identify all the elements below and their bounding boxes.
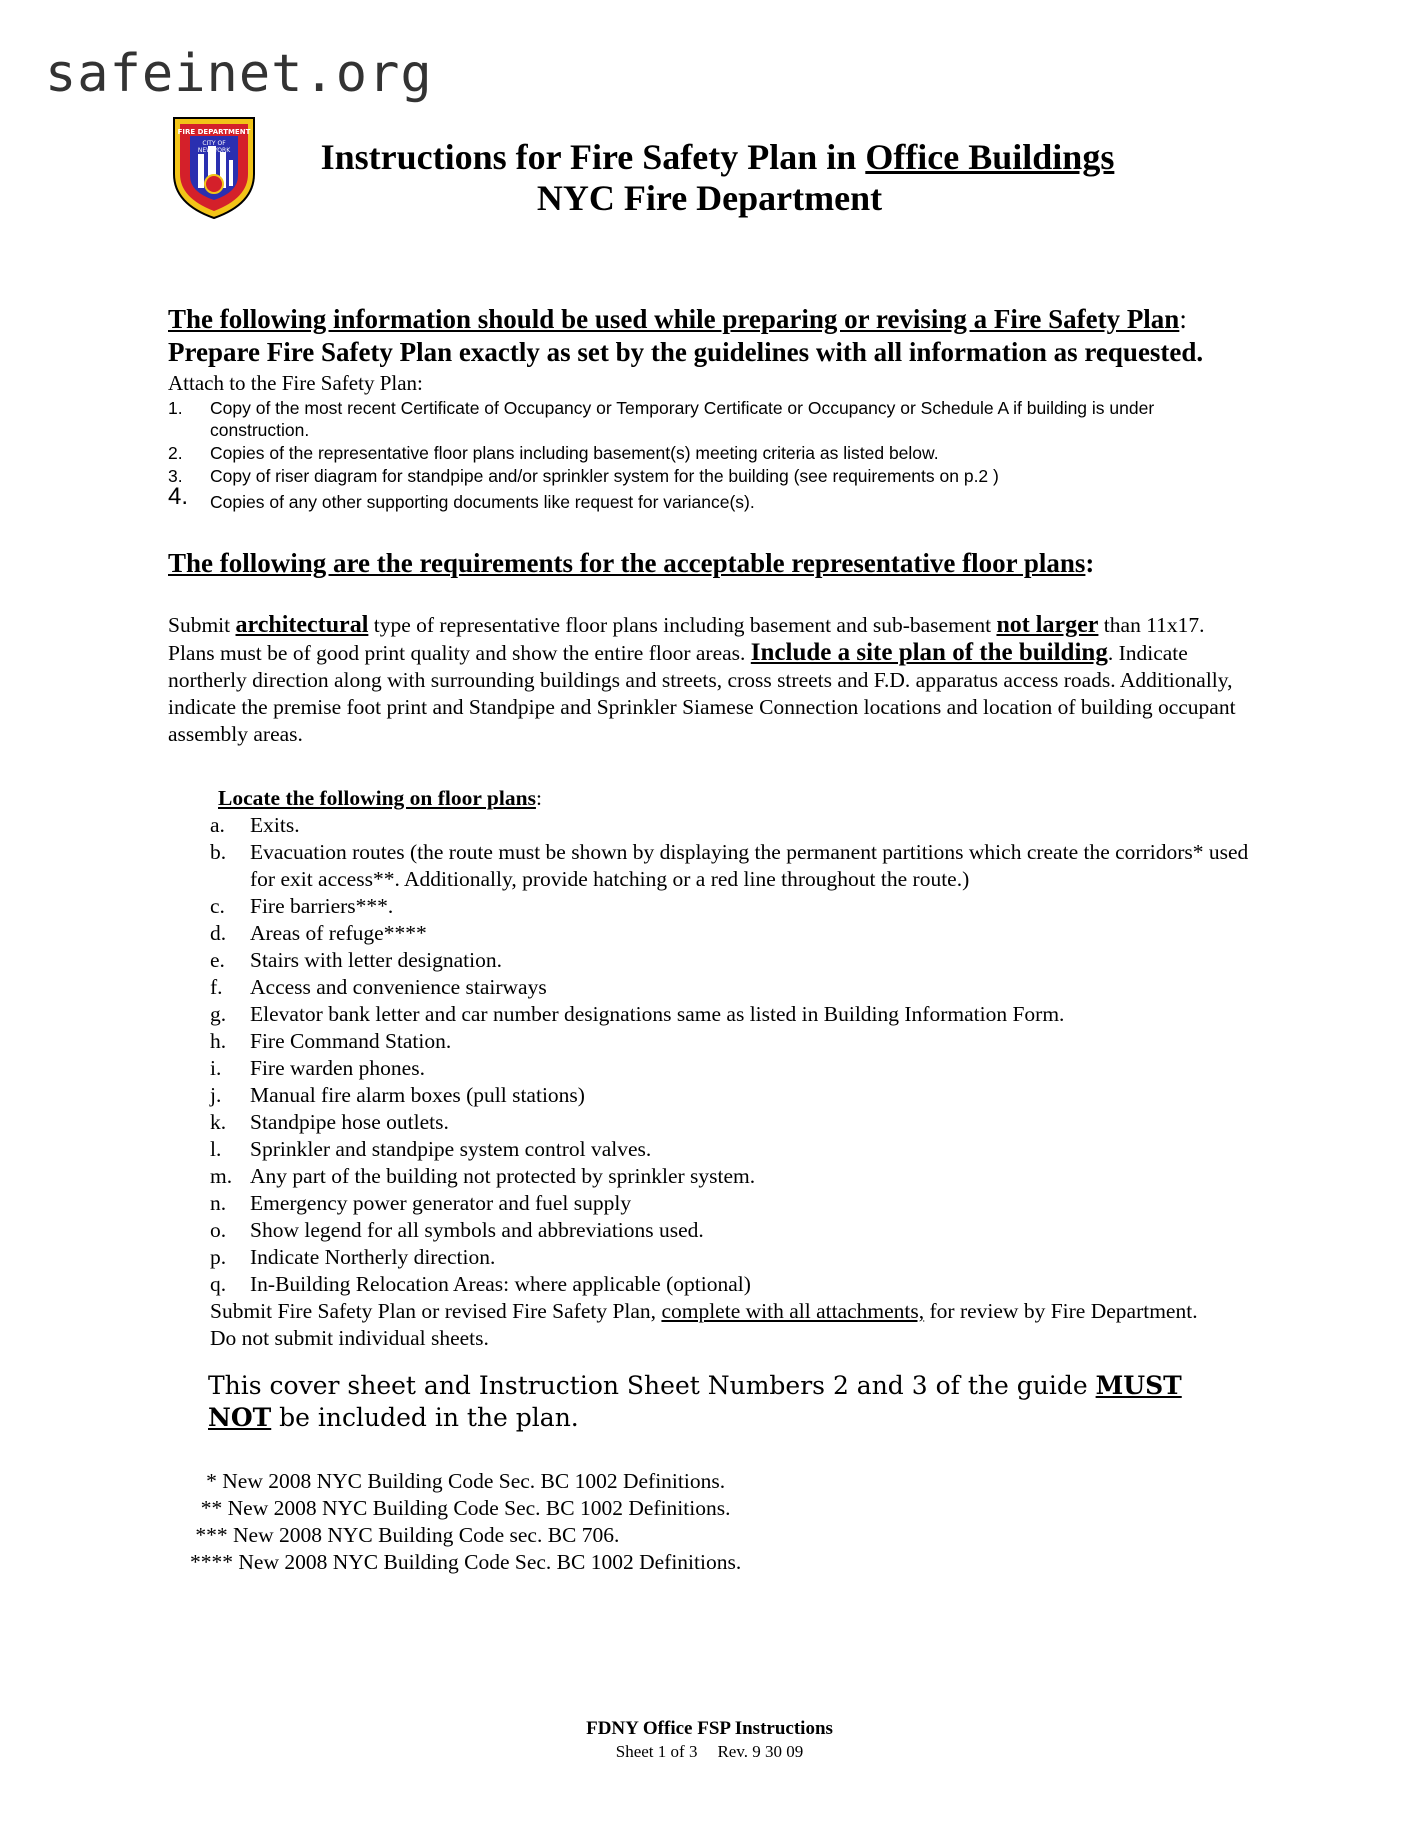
para-mid2: than 11x17. Plans must be of good print quality and show the entire floor areas. [168,613,1205,665]
footer-sheet-line [0,1742,1419,1762]
list-item [210,1136,1260,1163]
requirements-heading [168,548,1094,579]
list-item [210,1217,1260,1244]
para-rest: . Indicate northerly direction along with surrounding buildings and streets, cross streets and F.D. apparatus access roads. Additionally, indicate the premise foot print and Standpipe and Sprinkler Siamese Connection locations and location of building occupant assembly areas. [168,641,1236,746]
intro-heading-colon: : [1179,304,1187,334]
title-prefix: Instructions for Fire Safety Plan in [320,137,866,177]
attachment-item [168,397,1248,441]
item-text: Emergency power generator and fuel supply [250,1191,632,1215]
list-item [210,947,1260,974]
item-text: Sprinkler and standpipe system control valves. [250,1137,652,1161]
intro-heading [168,304,1187,335]
footnote: ** New 2008 NYC Building Code Sec. BC 1002 Definitions. [190,1496,731,1520]
item-text: Stairs with letter designation. [250,948,502,972]
item-letter: g. [210,1002,227,1026]
item-text: In-Building Relocation Areas: where applicable (optional) [250,1272,751,1296]
attachment-num: 1. [168,398,183,418]
locate-heading-text: Locate the following on floor plans [218,786,536,810]
cover-must-not: MUST NOT [208,1371,1182,1432]
item-text: Fire Command Station. [250,1029,452,1053]
list-item [210,893,1260,920]
list-item [210,1190,1260,1217]
item-letter: p. [210,1245,227,1269]
footer-title: FDNY Office FSP Instructions [586,1718,833,1739]
submit-underlined: complete with all attachments, [661,1299,925,1323]
para-include-site-plan: Include a site plan of the building [750,639,1108,666]
list-item [210,1028,1260,1055]
item-letter: h. [210,1029,227,1053]
attachment-item [168,465,1248,487]
item-letter: j. [210,1083,222,1107]
item-letter: o. [210,1218,227,1242]
item-text: Any part of the building not protected by sprinkler system. [250,1164,756,1188]
intro-heading-text: The following information should be used while preparing or revising a Fire Safety Plan [168,304,1180,334]
cover-prefix: This cover sheet and Instruction Sheet Numbers 2 and 3 of the guide [208,1371,1096,1400]
item-letter: m. [210,1164,233,1188]
item-text: Fire warden phones. [250,1056,425,1080]
footnotes [190,1468,741,1576]
footnote: **** New 2008 NYC Building Code Sec. BC 1002 Definitions. [190,1550,742,1574]
attachment-num: 4. [168,483,189,510]
footer-rev: Rev. 9 30 09 [717,1742,804,1761]
list-item [210,1109,1260,1136]
list-item [210,1055,1260,1082]
item-letter: n. [210,1191,227,1215]
submit-paragraph [210,1298,1220,1352]
item-text: Areas of refuge**** [250,921,427,945]
item-letter: k. [210,1110,227,1134]
list-item [210,974,1260,1001]
logo-center-text-1: CITY OF [202,140,226,147]
para-architectural: architectural [235,612,369,638]
para-submit: Submit [168,613,236,637]
footnote: *** New 2008 NYC Building Code sec. BC 706. [190,1523,620,1547]
logo-center-text-2: NEW YORK [197,147,231,154]
item-letter: b. [210,840,227,864]
attach-label: Attach to the Fire Safety Plan: [168,371,423,395]
attachment-item [168,483,1248,513]
list-item [210,1001,1260,1028]
cover-suffix: be included in the plan. [271,1403,579,1432]
page-subtitle: NYC Fire Department [536,178,883,218]
item-text: Manual fire alarm boxes (pull stations) [250,1083,585,1107]
item-text: Standpipe hose outlets. [250,1110,449,1134]
attachment-text: Copies of the representative floor plans including basement(s) meeting criteria as listed below. [210,443,939,463]
para-not-larger: not larger [996,612,1099,638]
list-item [210,1271,1260,1298]
attachment-item [168,442,1248,464]
watermark-text: safeinet.org [45,44,433,104]
locate-heading [218,786,542,811]
attachment-num: 2. [168,443,183,463]
attachment-text: Copies of any other supporting documents like request for variance(s). [210,492,755,512]
submit-suffix: for review by Fire Department. Do not submit individual sheets. [210,1299,1198,1350]
footnote: * New 2008 NYC Building Code Sec. BC 1002 Definitions. [190,1469,726,1493]
cover-note [208,1370,1208,1434]
item-letter: f. [210,975,223,999]
attachment-text: Copy of the most recent Certificate of Occupancy or Temporary Certificate or Occupancy or Schedule A if building is under construction. [210,398,1155,440]
list-item [210,812,1260,839]
requirements-heading-text: The following are the requirements for the acceptable representative floor plans [168,548,1086,578]
para-mid1: type of representative floor plans including basement and sub-basement [368,613,997,637]
item-text: Show legend for all symbols and abbreviations used. [250,1218,704,1242]
list-item [210,920,1260,947]
page-footer [0,1718,1419,1762]
attachment-num: 3. [168,466,183,486]
item-letter: a. [210,813,225,837]
item-letter: d. [210,921,227,945]
footer-sheet: Sheet 1 of 3 [615,1742,698,1761]
item-letter: l. [210,1137,222,1161]
item-letter: e. [210,948,225,972]
item-text: Fire barriers***. [250,894,394,918]
logo-ring-text: FIRE DEPARTMENT [177,128,251,136]
locate-heading-colon: : [535,786,542,810]
item-text: Indicate Northerly direction. [250,1245,496,1269]
submit-prefix: Submit Fire Safety Plan or revised Fire Safety Plan, [210,1299,662,1323]
requirements-paragraph [168,612,1248,748]
list-item [210,839,1260,893]
list-item [210,1082,1260,1109]
item-letter: q. [210,1272,227,1296]
item-text: Exits. [250,813,300,837]
item-letter: i. [210,1056,222,1080]
title-underlined: Office Buildings [865,137,1115,177]
requirements-heading-colon: : [1085,548,1095,578]
item-text: Evacuation routes (the route must be shown by displaying the permanent partitions which create the corridors* used for exit access**. Additionally, provide hatching or a red line throughout the route.) [250,840,1249,891]
item-text: Access and convenience stairways [250,975,547,999]
page-title [0,136,1419,178]
item-letter: c. [210,894,225,918]
list-item [210,1244,1260,1271]
attachment-text: Copy of riser diagram for standpipe and/or sprinkler system for the building (see requirements on p.2 ) [210,466,999,486]
locate-list [210,812,1260,1298]
list-item [210,1163,1260,1190]
item-text: Elevator bank letter and car number designations same as listed in Building Information Form. [250,1002,1065,1026]
intro-instruction: Prepare Fire Safety Plan exactly as set by the guidelines with all information as requested. [168,337,1204,367]
